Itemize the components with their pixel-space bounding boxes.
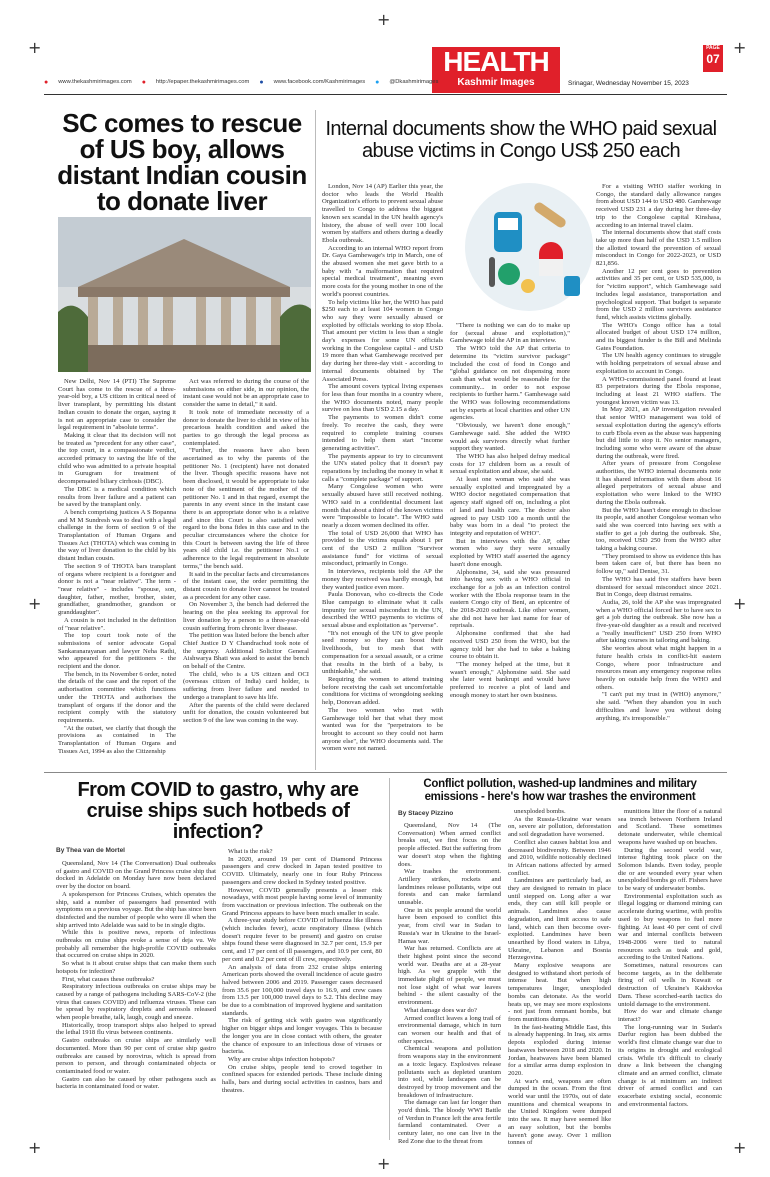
paragraph: Landmines are particularly bad, as they are designed to remain in place until stepped on. Long after a war ends, they can still kill people or animals. Landmines also cause degradation, and limit access to safe land, which can then become over-exploited. Landmines have been unearthed by flood waters in Libya, Ukraine, Lebanon and Bosnia Herzegovina. [508,877,611,962]
publication-name: Kashmir Images [457,77,535,88]
paragraph: At war's end, weapons are often dumped in the ocean. From the first world war until the 1970s, out of date munitions and chemical weapons in the United Kingdom were dumped into the sea. It may have seemed like an easy solution, but the bombs haven't gone away. Over 1 million tonnes of [508,1077,611,1147]
paragraph: At least one woman who said she was sexually exploited and impregnated by a WHO doctor negotiated compensation that agency staff signed off on, including a plot of land and health care. The doctor also agreed to pay USD 100 a month until the baby was born in a deal "to protect the integrity and reputation of WHO". [450,476,570,537]
article3-column-1 [56,860,216,1140]
paragraph: First, what causes these outbreaks? [62,975,155,983]
section-banner [432,47,560,93]
registration-mark-icon: + [28,1138,42,1157]
paragraph: The top court took note of the submissions of senior advocate Gopal Sankaranarayanan and lawyer Neha Rathi, who appeared for the petitioners - the recipient and the donor. [58,632,176,671]
article3-column-2 [222,848,382,1140]
paragraph: She worries about what might happen in a future health crisis in conflict-hit eastern Congo, where poor infrastructure and resources mean any emergency response relies heavily on outside help from the WHO and others. [596,645,721,691]
paragraph: So what is it about cruise ships that can make them such hotspots for infection? [56,960,216,975]
paragraph: The DBC is a medical condition which results from liver failure and a patient can be saved by the transplant only. [58,485,176,509]
paragraph: Queensland, Nov 14 (The Conversation) When armed conflict breaks out, we first focus on the people affected. But the suffering from war doesn't stop when the fighting does. [398,822,501,868]
registration-mark-icon: + [733,594,747,613]
paragraph: "It's not enough of the UN to give people seed money so they can boost their livelihoods, but to mesh that with compensation for a sexual assault, or a crime that results in the birth of a baby, is unthinkable," she said. [322,629,443,676]
paragraph: The internal documents show that staff costs take up more than half of the USD 1.5 million the allotted toward the prevention of sexual misconduct in Congo for 2022-2023, or USD 821,856. [596,229,721,268]
paragraph: The long-running war in Sudan's Darfur region has been dubbed the world's first climate change war due to its origins in drought and ecological crisis. While it's difficult to clearly draw a link between the changing climate and an armed conflict, climate change is at minimum an indirect driver of armed conflict and can exacerbate existing social, economic and environmental factors. [618,1023,722,1108]
paragraph: But in interviews with the AP, other women who say they were sexually exploited by WHO staff asserted the agency hasn't done enough. [450,537,570,568]
paragraph: "Further, the reasons have also been ascertained as to why the parents of the petitioner No. 1 (recipient) have not donated the liver. Though specific reasons have not been disclosed, it would be appropriate to take note of the sentiment of the mother of the petitioner No. 1 and in that regard, exempt the parents in any event since in the instant case there is an appropriate donor who is a relative and since this Court is also satisfied with regard to the bona fides in this case and in the peculiar circumstances where the choice for this Court is between saving the life of three years old child i.e. the petitioner No.1 or adherence to the legal requirement in absolute terms," the bench said. [183,447,309,570]
paragraph: After the parents of the child were declared unfit for donation, the cousin volunteered but section 9 of the law was coming in the way. [183,701,309,724]
paragraph: "They promised to show us evidence this has been taken care of, but there has been no follow up," said Denise, 31. [596,552,721,576]
paragraph: To help victims like her, the WHO has paid $250 each to at least 104 women in Congo who say they were sexually abused or exploited by officials working to stop Ebola. That amount per victim is less than a single day's expenses for some UN officials working in the Congolese capital - and USD 19 more than what Gamhewage received per day during her three-day visit - according to internal documents obtained by The Associated Press. [322,298,443,383]
paragraph: The UN health agency continues to struggle with holding perpetrators of sexual abuse and exploitation to account in Congo. [596,352,721,375]
paragraph: Requiring the women to attend training before receiving the cash set uncomfortable conditions for victims of wrongdoing seeking help, Donovan added. [322,676,443,707]
article2-column-1 [322,183,443,761]
paragraph: Paula Donovan, who co-directs the Code Blue campaign to eliminate what it calls impunity for sexual misconduct in the UN, described the WHO payments to victims of sexual abuse and exploitation as "perverse". [322,591,443,630]
registration-mark-icon: + [377,10,391,29]
paragraph: It said in the peculiar facts and circumstances of the instant case, the order permitting the distant cousin to donate liver cannot be treated as a precedent for any other case. [183,570,309,601]
paragraph: Respiratory infectious outbreaks on cruise ships may be caused by a range of pathogens including SARS-CoV-2 (the virus that causes COVID) and influenza viruses. These can be spread by respiratory droplets and aerosols released when people breathe, talk, laugh, cough and sneeze. [56,983,216,1022]
article3-headline: From COVID to gastro, why are cruise ships such hotbeds of infection? [77,779,359,843]
article2-column-2 [450,322,570,762]
paragraph: Many Congolese women who were sexually abused have still received nothing. WHO said in a confidential document last month that about a third of the known victims were "impossible to locate". The WHO said nearly a dozen women declined its offer. [322,483,443,529]
paragraph: But the WHO hasn't done enough to disclose its people, said another Congolese woman who said she was coerced into having sex with a staffer to get a job during the outbreak. She, too, received USD 250 from the WHO after taking a baking course. [596,506,721,553]
paragraph: Act was referred to during the course of the submissions on either side, in our opinion, the instant case would not be an appropriate case to consider the same in detail," it said. [183,378,309,409]
paragraph: The child, who is a US citizen and OCI (overseas citizen of India) card holder, is suffering from liver failure and needed to undergo a transplant to save his life. [183,670,309,701]
paragraph: The risk of getting sick with gastro was significantly higher on bigger ships and longer voyages. This is because the longer you are in close contact with others, the greater the chance of exposure to an infectious dose of viruses or bacteria. [222,1017,382,1056]
paragraph: Gastro can also be caused by other pathogens such as bacteria in contaminated food or water. [56,1075,216,1091]
paragraph: On November 3, the bench had deferred the hearing on the plea seeking its approval for liver donation by a person to a three-year-old cousin suffering from chronic liver disease. [183,601,309,632]
paragraph: The total of USD 26,000 that WHO has provided to the victims equals about 1 per cent of the USD 2 million "Survivor assistance fund" for victims of sexual misconduct, primarily in Congo. [322,529,443,568]
page-number: 07 [706,52,720,66]
vertical-divider [315,110,316,770]
twitter-link[interactable]: @Dkashmirimages [389,79,439,85]
paragraph: New Delhi, Nov 14 (PTI) The Supreme Court has come to the rescue of a three-year-old boy, a US citizen in critical need of liver transplant, by permitting his distant Indian cousin to donate the organ, saying it is not an appropriate case to consider the legal requirement in "absolute terms". [58,378,176,432]
paragraph: Why are cruise ships infection hotspots? [228,1055,335,1063]
paragraph: During the second world war, intense fighting took place on the Solomon Islands. Even today, people die or are wounded every year when unexploded bombs go off. Fishers have to be wary of underwater bombs. [618,846,722,893]
article4-column-2 [508,808,611,1147]
twitter-icon: ● [375,78,380,86]
facebook-icon: ● [259,78,264,86]
paragraph: Armed conflict leaves a long trail of environmental damage, which in turn can worsen our health and that of other species. [398,1014,501,1045]
paragraph: Queensland, Nov 14 (The Conversation) Dual outbreaks of gastro and COVID on the Grand Princess cruise ship that docked in Adelaide on Monday have now been declared over by the doctor on board. [56,860,216,891]
paragraph: Environmental exploitation such as illegal logging or diamond mining can accelerate during wartime, with profits used to buy weapons to fuel more fighting. At least 40 per cent of civil war and internal conflicts between 1948-2006 were tied to natural resources such as teak and gold, according to the United Nations. [618,892,722,962]
paragraph: The payments to women didn't come freely. To receive the cash, they were required to complete training courses intended to help them start "income generating activities". [322,414,443,452]
paragraph: The petition was listed before the bench after Chief Justice D Y Chandrachud took note of the urgency. Additional Solicitor General Aishwarya Bhati was asked to assist the bench on behalf of the Centre. [183,632,309,671]
paragraph: What damage does war do? [404,1006,477,1014]
paragraph: While this is positive news, reports of infectious outbreaks on cruise ships evoke a sense of deja vu. We probably all remember the high-profile COVID outbreaks that occurred on cruise ships in 2020. [56,929,216,960]
paragraph: According to an internal WHO report from Dr. Gaya Gamhewage's trip in March, one of the abused women she met gave birth to a baby with "a malformation that required special medical treatment", meaning even more costs for the young mother in one of the world's poorest countries. [322,244,443,298]
paragraph: munitions litter the floor of a natural sea trench between Northern Ireland and Scotland. These sometimes detonate underwater, while chemical weapons have washed up on beaches. [618,808,722,846]
paragraph: The WHO told the AP that criteria to determine its "victim survivor package" included the cost of food in Congo and "global guidance on not dispensing more cash than what would be reasonable for the community... in order to not expose recipients to further harm." Gamhewage said the WHO was following recommendations set by experts at local charities and other UN agencies. [450,345,570,422]
paragraph: Sometimes, natural resources can become targets, as in the deliberate firing of oil wells in Kuwait or destruction of Ukraine's Kakhovka Dam. These scorched-earth tactics do untold damage to the environment. [618,962,722,1008]
paragraph: After years of pressure from Congolese authorities, the WHO internal documents note it has shared information with them about 16 alleged perpetrators of sexual abuse and exploitation who were linked to the WHO during the Ebola outbreak. [596,460,721,506]
paragraph: It took note of immediate necessity of a donor to donate the liver to child in view of his precarious health condition and asked the parties to go through the legal process as contemplated. [183,408,309,447]
paragraph: Historically, troop transport ships also helped to spread the lethal 1918 flu virus between continents. [56,1021,216,1037]
article4-column-3 [618,808,722,1140]
page-number-box [703,45,723,72]
section-title: HEALTH [443,46,549,77]
date-line: Srinagar, Wednesday November 15, 2023 [568,80,689,87]
website-link[interactable]: www.thekashmirimages.com [58,79,132,85]
paragraph: The WHO has said five staffers have been dismissed for sexual misconduct since 2021. But in Congo, deep distrust remains. [596,575,721,599]
article3-byline: By Thea van de Mortel [56,847,125,854]
paragraph: As the Russia-Ukraine war wears on, severe air pollution, deforestation and soil degradation have worsened. [508,815,611,839]
article4-column-1 [398,822,501,1145]
paragraph: The payments appear to try to circumvent the UN's stated policy that it doesn't pay reparations by including the money in what it calls a "complete package" of support. [322,452,443,483]
facebook-link[interactable]: www.facebook.com/Kashmirimages [273,79,366,85]
paragraph: unexploded bombs. [514,808,566,815]
paragraph: Making it clear that its decision will not be treated as "precedent for any other case", the top court, in a compassionate verdict, accorded primacy to saving the life of the child who was admitted to a private hospital in Gurugram for treatment of decompensated biliary cirrhosis (DBC). [58,431,176,486]
registration-mark-icon: + [28,38,42,57]
paragraph: Alphonsine confirmed that she had received USD 250 from the WHO, but the agency told her she had to take a baking course to obtain it. [450,630,570,661]
paragraph: "There is nothing we can do to make up for (sexual abuse and exploitation)," Gamhewage told the AP in an interview. [450,322,570,345]
paragraph: A WHO-commissioned panel found at least 83 perpetrators during the Ebola response, including at least 21 WHO staffers. The youngest known victim was 13. [596,375,721,406]
paragraph: An analysis of data from 232 cruise ships entering American ports showed the overall incidence of acute gastro halved between 2006 and 2019. Passenger cases decreased from 35.6 per 100,000 travel days to 16.9, and crew cases from 13.5 per 100,000 travel days to 5.2. This decline may be due to a combination of improved hygiene and sanitation standards. [222,963,382,1017]
paragraph: London, Nov 14 (AP) Earlier this year, the doctor who leads the World Health Organization's efforts to prevent sexual abuse travelled to Congo to address the biggest known sex scandal in the UN health agency's history, the abuse of well over 100 local women by staffers and others during a deadly Ebola outbreak. [322,183,443,244]
paragraph: In the fast-heating Middle East, this is already happening. In Iraq, six arms depots exploded during intense heatwaves between 2018 and 2020. In Jordan, heatwaves have been blamed for a similar arms dump explosion in 2020. [508,1023,611,1077]
paragraph: On cruise ships, people tend to crowd together in confined spaces for extended periods. These include dining halls, bars and during social activities in casinos, bars and theatres. [222,1063,382,1094]
paragraph: However, COVID generally presents a lesser risk nowadays, with most people having some level of immunity from vaccination or previous infection. The outbreak on the Grand Princess appears to have been much smaller in scale. [222,886,382,917]
registration-mark-icon: + [377,1154,391,1173]
paragraph: "I can't put my trust in (WHO) anymore," she said. "When they abandon you in such difficulties and leave you without doing anything, it's irresponsible." [596,691,721,722]
paragraph: The amount covers typical living expenses for less than four months in a country where, the WHO documents noted, many people survive on less than USD 2.15 a day. [322,383,443,414]
paragraph: A bench comprising justices A S Bopanna and M M Sundresh was to deal with a legal challenge in the form of section 9 of the Transplantation of Human Organs and Tissues Act (THOTA) which was coming in the way of liver donation to the child by his distant Indian cousin. [58,508,176,563]
registration-mark-icon: + [733,38,747,57]
article2-column-3 [596,183,721,761]
epaper-link[interactable]: http://epaper.thekashmirimages.com [155,79,250,85]
paragraph: "The money helped at the time, but it wasn't enough," Alphonsine said. She said she later went bankrupt and would have preferred to receive a plot of land and enough money to start her own business. [450,660,570,699]
paragraph: The WHO's Congo office has a total allocated budget of about USD 174 million, and its biggest funder is the Bill and Melinda Gates Foundation. [596,321,721,352]
paragraph: Audia, 26, told the AP she was impregnated when a WHO official forced her to have sex to get a job during the outbreak. She now has a five-year-old daughter as a result and received a "really insufficient" USD 250 from WHO after taking courses in tailoring and baking. [596,598,721,645]
paragraph: For a visiting WHO staffer working in Congo, the standard daily allowance ranges from about USD 144 to USD 480. Gamhewage received USD 231 a day during her three-day trip to the Congolese capital Kinshasa, according to an internal travel claim. [596,183,721,229]
court-building-image [58,217,311,372]
vertical-divider [389,778,390,1140]
paragraph: "At the outset, we clarify that though the provisions as contained in The Transplantation of Human Organs and Tissues Act, 1994 as also the Citizenship [58,724,176,755]
paragraph: In 2020, around 19 per cent of Diamond Princess passengers and crew docked in Japan tested positive to COVID. Ultimately, nearly one in four Ruby Princess passengers and crew docked in Sydney tested positive. [222,855,382,886]
paragraph: The bench, in its November 6 order, noted the details of the case and the report of the authorisation committee which functions under the THOTA and authorises the transplant of organs if the donor and the recipient comply with the statutory requirements. [58,670,176,724]
article4-byline: By Stacey Pizzino [398,810,454,817]
paragraph: The two women who met with Gamhewage told her that what they most wanted was for the "perpetrators to be brought to account so they could not harm anyone else", the WHO documents said. The women were not named. [322,706,443,753]
article2-headline: Internal documents show the WHO paid sexual abuse victims in Congo US$ 250 each [325,118,717,162]
paragraph: Chemical weapons and pollution from weapons stay in the environment as a toxic legacy. Explosives release pollutants such as depleted uranium into soil, while landscapes can be destroyed by troop movement and the breakdown of infrastructure. [398,1045,501,1099]
paragraph: War has returned. Conflicts are at their highest point since the second world war. Deaths are at a 28-year high. As we grapple with the immediate plight of people, we must not lose sight of what war leaves behind - the silent casualty of the environment. [398,945,501,1007]
page-label: PAGE [706,45,720,51]
horizontal-divider [44,772,727,773]
paragraph: What is the risk? [228,848,273,855]
paragraph: In interviews, recipients told the AP the money they received was hardly enough, but they wanted justice even more. [322,568,443,591]
globe-icon: ● [141,78,146,86]
registration-mark-icon: + [28,594,42,613]
paragraph: A spokesperson for Princess Cruises, which operates the ship, said a number of passengers had presented with symptoms on a previous voyage. But the ship has since been disinfected and the number of people who were ill when the ship arrived into Adelaide was said to be in single digits. [56,890,216,929]
medical-illustration [454,172,604,322]
web-links-bar [44,77,439,87]
paragraph: War trashes the environment. Artillery strikes, rockets and landmines release pollutants, wipe out forests and can make farmland unusable. [398,868,501,907]
paragraph: Another 12 per cent goes to prevention activities and 35 per cent, or USD 535,000, is for "victim support", which Gamhewage said includes legal assistance, transportation and psychological support. That budget is separate from the USD 2 million survivors assistance fund, which assists victims globally. [596,267,721,321]
paragraph: Alphonsine, 34, said she was pressured into having sex with a WHO official in exchange for a job as an infection control worker with the Ebola response team in the eastern Congo city of Beni, an epicentre of the 2018-2020 outbreak. Like other women, she did not have her last name for fear of reprisals. [450,568,570,630]
paragraph: How do war and climate change interact? [618,1008,722,1023]
globe-icon: ● [44,78,49,86]
paragraph: Gastro outbreaks on cruise ships are similarly well documented. More than 90 per cent of cruise ship gastro outbreaks are caused by norovirus, which is spread from person to person, and through contaminated objects or contaminated food or water. [56,1037,216,1075]
paragraph: The section 9 of THOTA bars transplant of organs where recipient is a foreigner and donor is not a "near relative". The term - "near relative" - includes "spouse, son, daughter, father, mother, brother, sister, grandfather, grandmother, grandson or granddaughter". [58,562,176,617]
article4-headline: Conflict pollution, washed-up landmines and military emissions - here's how war trashes the environment [423,778,697,803]
paragraph: A cousin is not included in the definition of "near relative". [58,616,176,632]
paragraph: A three-year study before COVID of influenza like illness (which includes fever), acute respiratory illness (which doesn't require fever to be present) and gastro on cruise ships found these were diagnosed in 32.7 per cent, 15.9 per cent, and 17 per cent of ill passengers, and 10.9 per cent, 80 per cent and 0.2 per cent of ill crew, respectively. [222,917,382,963]
registration-mark-icon: + [733,1138,747,1157]
article1-headline: SC comes to rescue of US boy, allows distant Indian cousin to donate liver [57,108,307,216]
paragraph: In May 2021, an AP investigation revealed that senior WHO management was told of sexual exploitation during the agency's efforts to curb Ebola even as the abuse was happening but did little to stop it. No senior managers, including some who were aware of the abuse during the outbreak, were fired. [596,406,721,460]
paragraph: Many explosive weapons are designed to withstand short periods of intense heat. But when high temperatures linger, unexploded bombs can detonate. As the world heats up, we may see more explosions - not just from remnant bombs, but from munitions dumps. [508,962,611,1023]
paragraph: One in six people around the world have been exposed to conflict this year, from civil war in Sudan to Russia's war in Ukraine to the Israel-Hamas war. [398,906,501,945]
masthead-divider [44,94,727,95]
paragraph: Conflict also causes habitat loss and decreased biodiversity. Between 1946 and 2010, wildlife noticeably declined in African nations affected by armed conflict. [508,838,611,877]
paragraph: "Obviously, we haven't done enough," Gamhewage said. She added the WHO would ask survivors directly what further support they wanted. [450,422,570,453]
article1-photo [58,217,311,372]
article2-illustration [454,172,604,322]
paragraph: The WHO has also helped defray medical costs for 17 children born as a result of sexual exploitation and abuse, she said. [450,452,570,476]
paragraph: The damage can last far longer than you'd think. The bloody WWI Battle of Verdun in France left the area fertile farmland contaminated. Over a century later, no one can live in the Red Zone due to the threat from [398,1099,501,1145]
